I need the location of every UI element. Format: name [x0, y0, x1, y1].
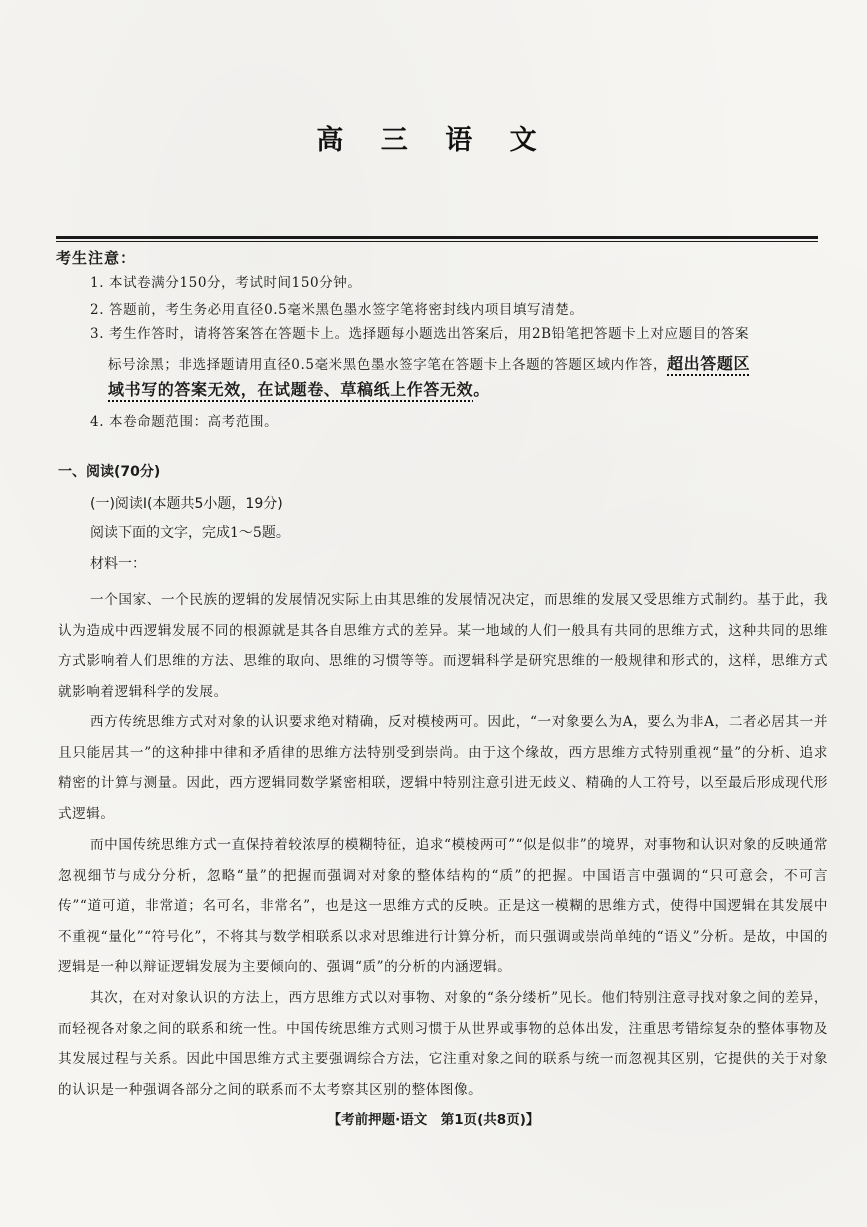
- paragraph-3: 而中国传统思维方式一直保持着较浓厚的模糊特征，追求“模棱两可”“似是似非”的境界，对事物和认识对象的反映通常忽视细节与成分分析，忽略“量”的把握而强调对对象的整体结构的“质”的把握。中国语言中强调的“只可意会，不可言传”“道可道，非常道；名可名，非常名”，也是这一思维方式的反映。正是这一模糊的思维方式，使得中国逻辑在其发展中不重视“量化”“符号化”，不将其与数学相联系以求对思维进行计算分析，而只强调或崇尚单纯的“语义”分析。是故，中国的逻辑是一种以辩证逻辑发展为主要倾向的、强调“质”的分析的内涵逻辑。: [58, 837, 828, 976]
- material-label: 材料一：: [90, 556, 146, 572]
- section-subheading: (一)阅读Ⅰ(本题共5小题，19分): [90, 496, 283, 512]
- notice-item-1: 1. 本试卷满分150分，考试时间150分钟。: [90, 275, 362, 291]
- notice-item-2: 2. 答题前，考生务必用直径0.5毫米黑色墨水签字笔将密封线内项目填写清楚。: [90, 302, 584, 318]
- page-footer: 【考前押题·语文 第1页(共8页)】: [327, 1112, 540, 1128]
- notice-item-3-emphasis: 超出答题区: [667, 354, 751, 373]
- divider-thick: [56, 236, 818, 239]
- notice-item-3-text: 标号涂黑；非选择题请用直径0.5毫米黑色墨水签字笔在答题卡上各题的答题区域内作答，: [108, 357, 668, 373]
- reading-instruction: 阅读下面的文字，完成1～5题。: [90, 525, 290, 541]
- notice-item-3-line-3: [108, 375, 490, 404]
- divider-thin: [56, 241, 818, 242]
- section-heading: 一、阅读(70分): [58, 464, 161, 480]
- page-title: 高 三 语 文: [316, 125, 551, 156]
- notice-item-3-end: 。: [473, 380, 490, 399]
- paragraph-2: 西方传统思维方式对对象的认识要求绝对精确，反对模棱两可。因此，“一对象要么为A，要么为非A，二者必居其一并且只能居其一”的这种排中律和矛盾律的思维方法特别受到崇尚。由于这个缘故，西方思维方式特别重视“量”的分析、追求精密的计算与测量。因此，西方逻辑同数学紧密相联，逻辑中特别注意引进无歧义、精确的人工符号，以至最后形成现代形式逻辑。: [58, 714, 828, 822]
- paragraph-4: 其次，在对对象认识的方法上，西方思维方式以对事物、对象的“条分缕析”见长。他们特别注意寻找对象之间的差异，而轻视各对象之间的联系和统一性。中国传统思维方式则习惯于从世界或事物的总体出发，注重思考错综复杂的整体事物及其发展过程与关系。因此中国思维方式主要强调综合方法，它注重对象之间的联系与统一而忽视其区别，它提供的关于对象的认识是一种强调各部分之间的联系而不太考察其区别的整体图像。: [58, 990, 828, 1098]
- notice-item-3: 3. 考生作答时，请将答案答在答题卡上。选择题每小题选出答案后，用2B铅笔把答题卡上对应题目的答案: [90, 326, 750, 342]
- notice-item-4: 4. 本卷命题范围：高考范围。: [90, 414, 279, 430]
- paragraph-1: 一个国家、一个民族的逻辑的发展情况实际上由其思维的发展情况决定，而思维的发展又受思维方式制约。基于此，我认为造成中西逻辑发展不同的根源就是其各自思维方式的差异。某一地域的人们一般具有共同的思维方式，这种共同的思维方式影响着人们思维的方法、思维的取向、思维的习惯等等。而逻辑科学是研究思维的一般规律和形式的，这样，思维方式就影响着逻辑科学的发展。: [58, 592, 828, 700]
- notice-title: 考生注意：: [56, 249, 137, 267]
- notice-item-3-emphasis-cont: 域书写的答案无效，在试题卷、草稿纸上作答无效: [108, 380, 474, 399]
